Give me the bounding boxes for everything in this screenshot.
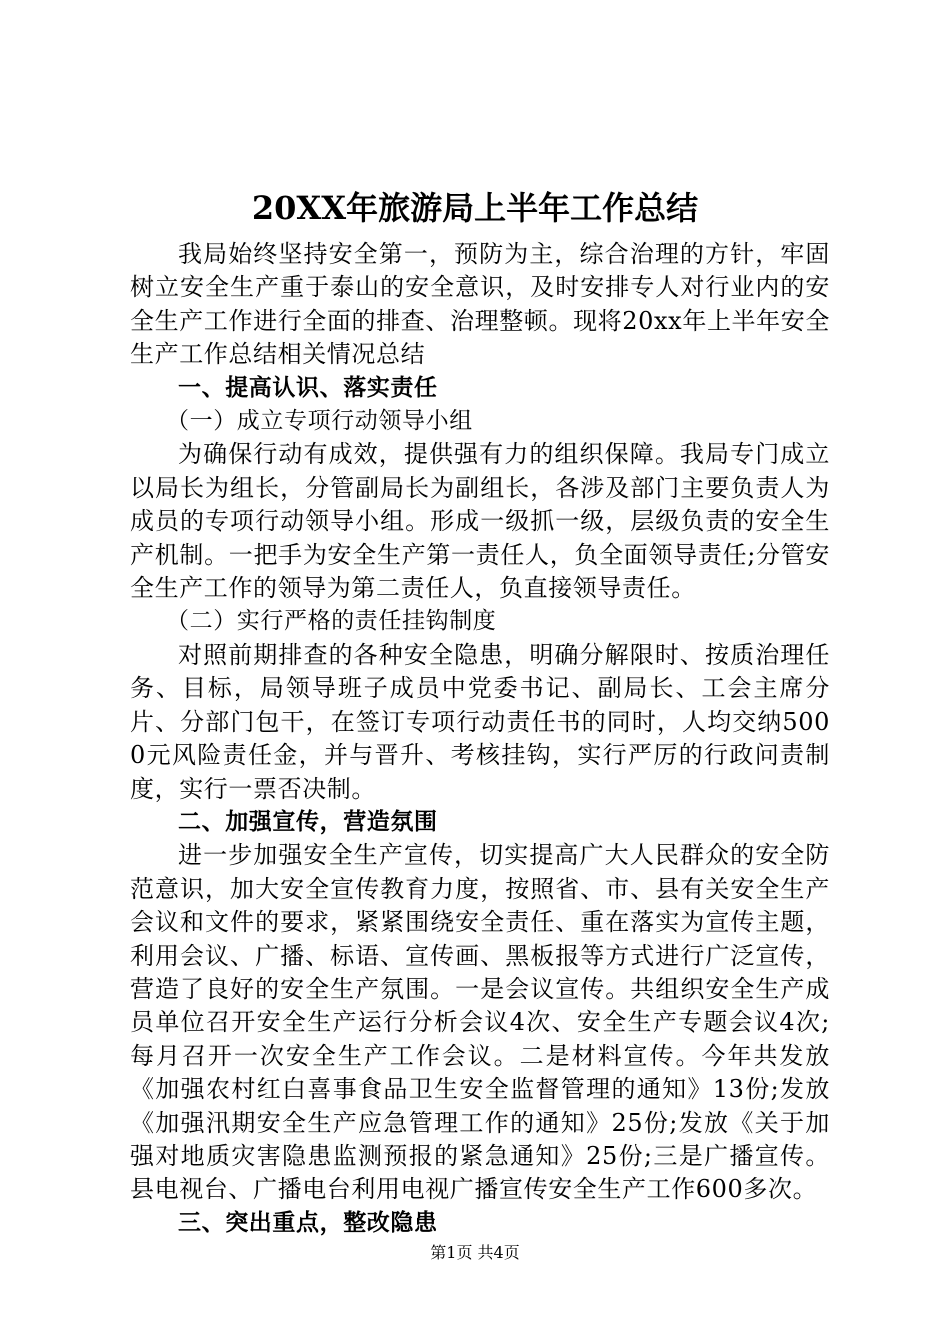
section-1-heading: 一、提高认识、落实责任 [178,374,438,401]
page-footer: 第1页 共4页 [430,1243,520,1262]
document-body [130,238,830,1240]
section-3-heading: 三、突出重点，整改隐患 [178,1209,438,1236]
intro-paragraph: 我局始终坚持安全第一，预防为主，综合治理的方针，牢固树立安全生产重于泰山的安全意识，及时安排专人对行业内的安全生产工作进行全面的排查、治理整顿。现将20xx年上半年安全生产工作总结相关情况总结 [130,240,830,369]
section-1-sub-1-paragraph: 为确保行动有成效，提供强有力的组织保障。我局专门成立以局长为组长，分管副局长为副组长，各涉及部门主要负责人为成员的专项行动领导小组。形成一级抓一级，层级负责的安全生产机制。一把手为安全生产第一责任人，负全面领导责任;分管安全生产工作的领导为第二责任人，负直接领导责任。 [130,440,830,603]
section-2-heading: 二、加强宣传，营造氛围 [178,808,438,835]
section-1-sub-2-heading: （二）实行严格的责任挂钩制度 [166,608,497,635]
document-title: 20XX年旅游局上半年工作总结 [251,189,699,227]
section-1-sub-2-paragraph: 对照前期排查的各种安全隐患，明确分解限时、按质治理任务、目标，局领导班子成员中党委书记、副局长、工会主席分片、分部门包干，在签订专项行动责任书的同时，人均交纳5000元风险责任金，并与晋升、考核挂钩，实行严厉的行政问责制度，实行一票否决制。 [130,640,830,803]
section-1-sub-1-heading: （一）成立专项行动领导小组 [166,408,473,435]
section-2-paragraph: 进一步加强安全生产宣传，切实提高广大人民群众的安全防范意识，加大安全宣传教育力度，按照省、市、县有关安全生产会议和文件的要求，紧紧围绕安全责任、重在落实为宣传主题，利用会议、广播、标语、宣传画、黑板报等方式进行广泛宣传，营造了良好的安全生产氛围。一是会议宣传。共组织安全生产成员单位召开安全生产运行分析会议4次、安全生产专题会议4次;每月召开一次安全生产工作会议。二是材料宣传。今年共发放《加强农村红白喜事食品卫生安全监督管理的通知》13份;发放《加强汛期安全生产应急管理工作的通知》25份;发放《关于加强对地质灾害隐患监测预报的紧急通知》25份;三是广播宣传。县电视台、广播电台利用电视广播宣传安全生产工作600多次。 [130,841,830,1204]
